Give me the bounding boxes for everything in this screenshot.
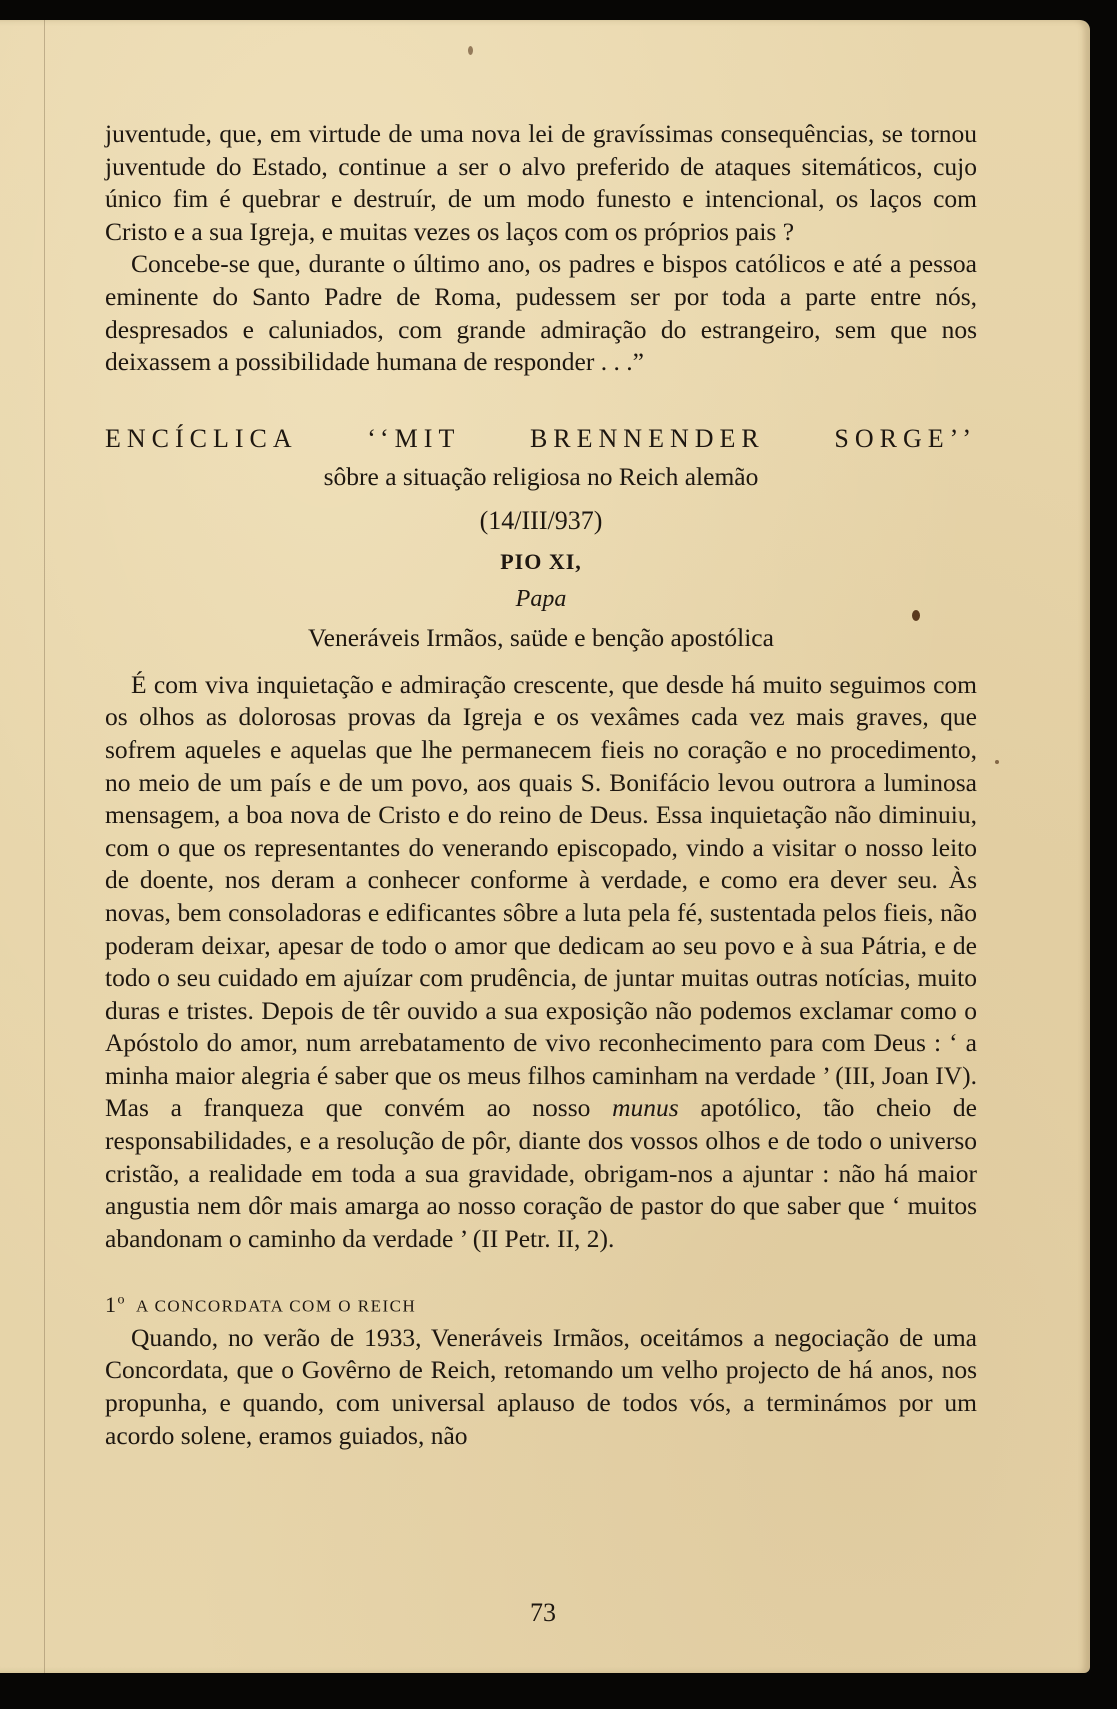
author-role: Papa	[515, 585, 567, 612]
section-number-digit: 1	[105, 1291, 118, 1317]
section-heading	[105, 1285, 977, 1321]
opening-paragraph-1: juventude, que, em virtude de uma nova lei de gravíssimas consequências, se tornou juventude do Estado, continue a ser o alvo preferido de ataques sitemáticos, cujo único fim é quebrar e destruír, de um modo funesto e intencional, os laços com Cristo e a sua Igreja, e muitas vezes os laços com os próprios pais ?	[105, 119, 977, 246]
paper-stain	[468, 46, 473, 55]
section-number	[105, 1292, 126, 1317]
encyclical-subtitle: sôbre a situação religiosa no Reich alemão	[323, 461, 759, 491]
encyclical-date: (14/III/937)	[479, 505, 603, 535]
body-paragraph	[105, 669, 977, 1256]
title-word-2: ‘‘MIT	[367, 423, 461, 453]
section-heading-text: A CONCORDATA COM O REICH	[136, 1296, 417, 1316]
title-word-1: ENCÍCLICA	[105, 423, 298, 453]
salutation: Veneráveis Irmãos, saüde e benção apostólica	[308, 622, 774, 652]
page-number: 73	[530, 1598, 556, 1627]
encyclical-author: PIO XI,	[500, 548, 582, 574]
section-degree-mark: o	[117, 1292, 126, 1308]
page-gutter-line	[44, 20, 45, 1673]
body-text-part-1: É com viva inquietação e admiração crescente, que desde há muito seguimos com os olhos as dolorosas provas da Igreja e os vexâmes cada vez mais graves, que sofrem aqueles e aquelas que lhe permanecem fieis no coração e no procedimento, no meio de um país e de um povo, aos quais S. Bonifácio levou outrora a luminosa mensagem, a boa nova de Cristo e do reino de Deus. Essa inquietação não diminuiu, com o que os representantes do venerando episcopado, vindo a visitar o nosso leito de doente, nos deram a conhecer conforme à verdade, e como era dever seu. Às novas, bem consoladoras e edificantes sôbre a luta pela fé, sustentada pelos fieis, não poderam deixar, apesar de todo o amor que dedicam ao seu povo e à sua Pátria, e de todo o seu cuidado em ajuízar com prudência, de juntar muitas outras notícias, muito duras e tristes. Depois de têr ouvido a sua exposição não podemos exclamar como o Apóstolo do amor, num arrebatamento de vivo reconhecimento para com Deus : ‘ a minha maior alegria é saber que os meus filhos caminham na verdade ’ (III, Joan IV). Mas a franqueza que convém ao nosso	[105, 669, 977, 1123]
title-word-3: BRENNENDER	[529, 423, 765, 453]
body-text-part-2: apotólico, tão cheio de responsabilidades, e a resolução de pôr, diante dos vossos olhos e de todo o universo cristão, a realidade em toda a sua gravidade, obrigam-nos a ajuntar : não há maior angustia nem dôr mais amarga ao nosso coração de pastor do que saber que ‘ muitos abandonam o caminho da verdade ’ (II Petr. II, 2).	[105, 1093, 977, 1253]
page-text-column	[105, 118, 977, 1452]
body-italic-word: munus	[612, 1093, 679, 1123]
opening-paragraph-2: Concebe-se que, durante o último ano, os padres e bispos católicos e até a pessoa eminente do Santo Padre de Roma, pudessem ser por toda a parte entre nós, despresados e caluniados, com grande admiração do estrangeiro, sem que nos deixassem a possibilidade humana de responder . . .”	[105, 249, 977, 377]
encyclical-title	[105, 419, 977, 459]
ink-dot-mark	[995, 760, 999, 764]
title-word-4: SORGE’’	[834, 423, 977, 453]
section-paragraph: Quando, no verão de 1933, Veneráveis Irmãos, oceitámos a negociação de uma Concordata, que o Govêrno de Reich, retomando um velho projecto de há anos, nos propunha, e quando, com universal aplauso de todos vós, a terminámos por um acordo solene, eramos guiados, não	[105, 1322, 977, 1450]
